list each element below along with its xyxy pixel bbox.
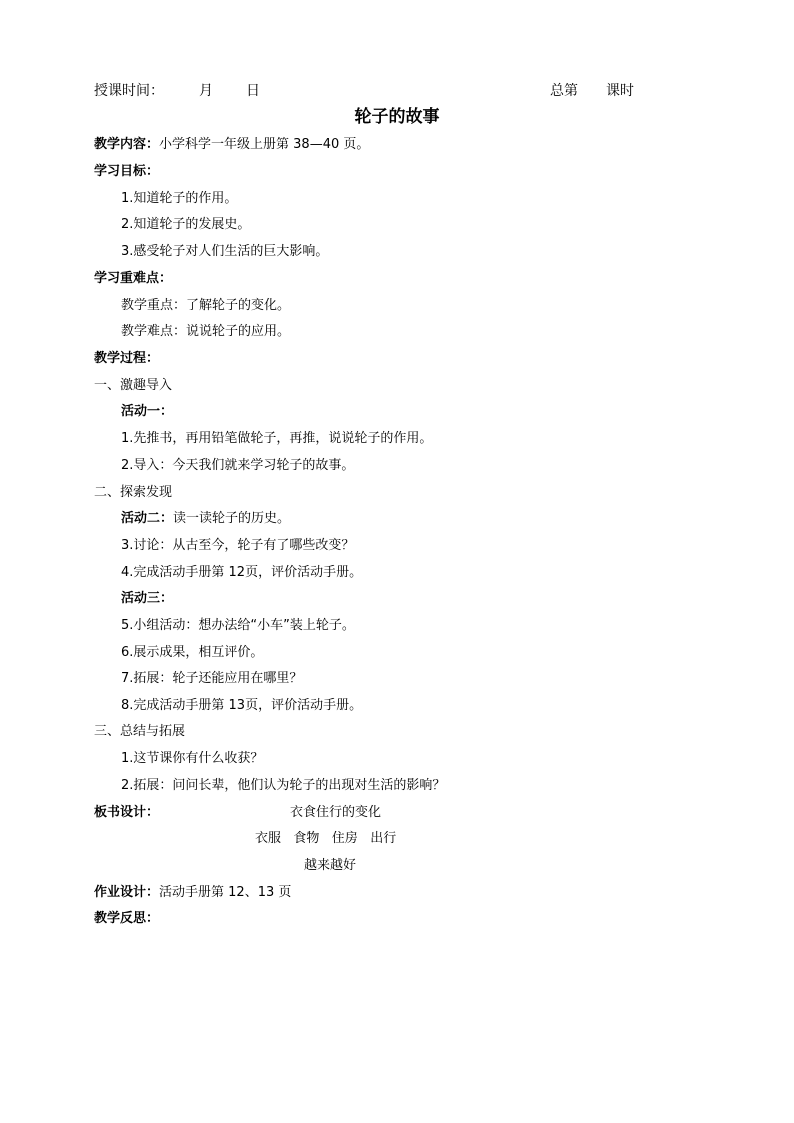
process-item: 1.这节课你有什么收获？ xyxy=(121,751,264,766)
key-point-difficulty: 教学难点：说说轮子的应用。 xyxy=(121,324,291,339)
month-label: 月 xyxy=(199,83,213,99)
process-item: 5.小组活动：想办法给“小车”装上轮子。 xyxy=(121,618,355,633)
content-row xyxy=(94,137,369,153)
homework-row xyxy=(94,885,291,901)
homework-label: 作业设计： xyxy=(94,885,160,900)
homework-text: 活动手册第 12、13 页 xyxy=(159,885,292,900)
key-point-focus: 教学重点：了解轮子的变化。 xyxy=(121,298,291,313)
activity-three-label: 活动三： xyxy=(121,591,174,606)
process-item: 7.拓展：轮子还能应用在哪里？ xyxy=(121,671,303,686)
section-heading-3: 三、总结与拓展 xyxy=(94,724,186,739)
process-item: 2.导入：今天我们就来学习轮子的故事。 xyxy=(121,458,355,473)
document-title: 轮子的故事 xyxy=(354,107,440,127)
board-label: 板书设计： xyxy=(94,805,160,820)
section-heading-1: 一、激趣导入 xyxy=(94,378,173,393)
activity-two-label: 活动二： xyxy=(121,511,174,526)
day-label: 日 xyxy=(246,83,260,99)
objective-item: 3.感受轮子对人们生活的巨大影响。 xyxy=(121,244,329,259)
board-line-2: 衣服 食物 住房 出行 xyxy=(255,831,397,846)
content-label: 教学内容： xyxy=(94,137,160,152)
objectives-label: 学习目标： xyxy=(94,164,160,179)
process-label: 教学过程： xyxy=(94,351,160,366)
teaching-time-label: 授课时间： xyxy=(94,83,164,99)
board-line-3: 越来越好 xyxy=(304,858,357,873)
process-item: 4.完成活动手册第 12页，评价活动手册。 xyxy=(121,565,363,580)
board-line-1: 衣食住行的变化 xyxy=(290,805,382,820)
key-points-label: 学习重难点： xyxy=(94,271,173,286)
lesson-label: 课时 xyxy=(606,83,634,99)
process-item: 8.完成活动手册第 13页，评价活动手册。 xyxy=(121,698,363,713)
objective-item: 1.知道轮子的作用。 xyxy=(121,191,238,206)
activity-one-label: 活动一： xyxy=(121,404,174,419)
process-item: 2.拓展：问问长辈，他们认为轮子的出现对生活的影响？ xyxy=(121,778,446,793)
activity-two-text: 读一读轮子的历史。 xyxy=(173,511,291,526)
section-heading-2: 二、探索发现 xyxy=(94,485,173,500)
process-item: 1.先推书，再用铅笔做轮子，再推，说说轮子的作用。 xyxy=(121,431,433,446)
objective-item: 2.知道轮子的发展史。 xyxy=(121,217,251,232)
total-label: 总第 xyxy=(550,83,578,99)
process-item: 6.展示成果，相互评价。 xyxy=(121,645,264,660)
process-item: 3.讨论：从古至今，轮子有了哪些改变？ xyxy=(121,538,355,553)
activity-two-row xyxy=(121,511,290,527)
reflection-label: 教学反思： xyxy=(94,911,160,926)
content-text: 小学科学一年级上册第 38—40 页。 xyxy=(159,137,370,152)
